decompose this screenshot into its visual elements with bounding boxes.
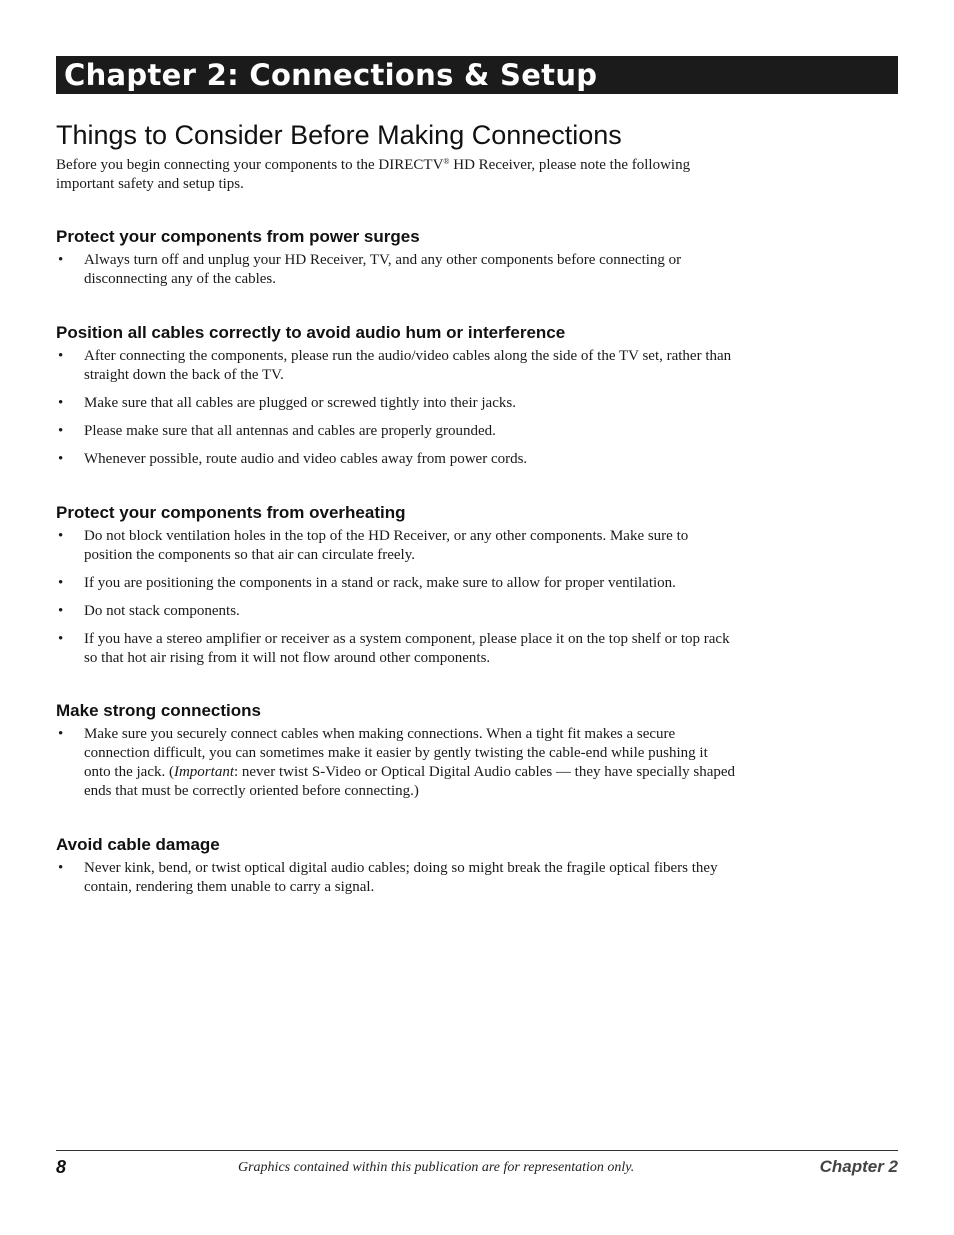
section-heading: Protect your components from power surges — [56, 227, 420, 246]
page-content — [56, 156, 736, 897]
bullet-glyph: • — [58, 451, 64, 467]
section-heading: Position all cables correctly to avoid audio hum or interference — [56, 323, 566, 342]
bullet-list — [56, 251, 736, 289]
section-cable-damage — [56, 834, 736, 897]
bullet-item — [56, 602, 736, 621]
page-title: Things to Consider Before Making Connections — [56, 120, 622, 150]
bullet-item — [56, 527, 736, 565]
bullet-glyph: • — [58, 860, 64, 876]
important-emphasis: Important — [173, 764, 234, 780]
bullet-item — [56, 251, 736, 289]
bullet-text: Do not block ventilation holes in the top of the HD Receiver, or any other components. Make sure to position the components so that air can circulate freely. — [84, 528, 689, 563]
bullet-text: After connecting the components, please run the audio/video cables along the side of the TV set, rather than straight down the back of the TV. — [84, 348, 732, 383]
bullet-list — [56, 725, 736, 801]
section-heading: Make strong connections — [56, 701, 261, 720]
bullet-item — [56, 394, 736, 413]
chapter-header-bar — [56, 56, 898, 94]
bullet-glyph: • — [58, 423, 64, 439]
section-overheating — [56, 502, 736, 668]
page-number: 8 — [56, 1157, 67, 1177]
bullet-item — [56, 422, 736, 441]
intro-text-start: Before you begin connecting your components to the DIRECTV — [56, 157, 444, 173]
bullet-item — [56, 859, 736, 897]
bullet-text: Whenever possible, route audio and video cables away from power cords. — [84, 451, 528, 467]
bullet-glyph: • — [58, 726, 64, 742]
intro-text-end: HD Receiver, please note the following important safety and setup tips. — [56, 157, 691, 192]
footer-note: Graphics contained within this publication are for representation only. — [238, 1160, 635, 1175]
bullet-list — [56, 347, 736, 469]
bullet-list — [56, 859, 736, 897]
bullet-glyph: • — [58, 575, 64, 591]
section-strong-connections — [56, 700, 736, 801]
bullet-glyph: • — [58, 252, 64, 268]
bullet-text: Make sure that all cables are plugged or screwed tightly into their jacks. — [84, 395, 516, 411]
bullet-glyph: • — [58, 348, 64, 364]
bullet-item — [56, 450, 736, 469]
bullet-text: Always turn off and unplug your HD Receiver, TV, and any other components before connecting or disconnecting any of the cables. — [84, 252, 682, 287]
bullet-glyph: • — [58, 528, 64, 544]
bullet-list — [56, 527, 736, 668]
bullet-item — [56, 347, 736, 385]
bullet-glyph: • — [58, 603, 64, 619]
section-power-surges — [56, 226, 736, 289]
bullet-item — [56, 725, 736, 801]
section-heading: Protect your components from overheating — [56, 503, 406, 522]
section-heading: Avoid cable damage — [56, 835, 220, 854]
bullet-item — [56, 574, 736, 593]
registered-mark: ® — [443, 157, 450, 166]
bullet-text: Never kink, bend, or twist optical digital audio cables; doing so might break the fragile optical fibers they contain, rendering them unable to carry a signal. — [84, 860, 718, 895]
bullet-text: Please make sure that all antennas and cables are properly grounded. — [84, 423, 496, 439]
bullet-text: If you are positioning the components in a stand or rack, make sure to allow for proper ventilation. — [84, 575, 676, 591]
section-cable-position — [56, 322, 736, 469]
bullet-text: Do not stack components. — [84, 603, 240, 619]
bullet-glyph: • — [58, 395, 64, 411]
chapter-title: Chapter 2: Connections & Setup — [64, 58, 598, 92]
bullet-text-start: Make sure you securely connect cables when making connections. When a tight fit makes a secure connection difficult, you can sometimes make it easier by gently twisting the cable-end while pushing it onto the jack. ( — [84, 726, 708, 780]
footer-divider — [56, 1150, 898, 1151]
bullet-item — [56, 630, 736, 668]
intro-paragraph — [56, 156, 736, 194]
footer-chapter-label: Chapter 2 — [819, 1157, 898, 1176]
bullet-glyph: • — [58, 631, 64, 647]
bullet-text: If you have a stereo amplifier or receiver as a system component, please place it on the top shelf or top rack so that hot air rising from it will not flow around other components. — [84, 631, 730, 666]
bullet-text-end: : never twist S-Video or Optical Digital Audio cables — they have specially shaped ends that must be correctly oriented before connecting.) — [84, 764, 736, 799]
